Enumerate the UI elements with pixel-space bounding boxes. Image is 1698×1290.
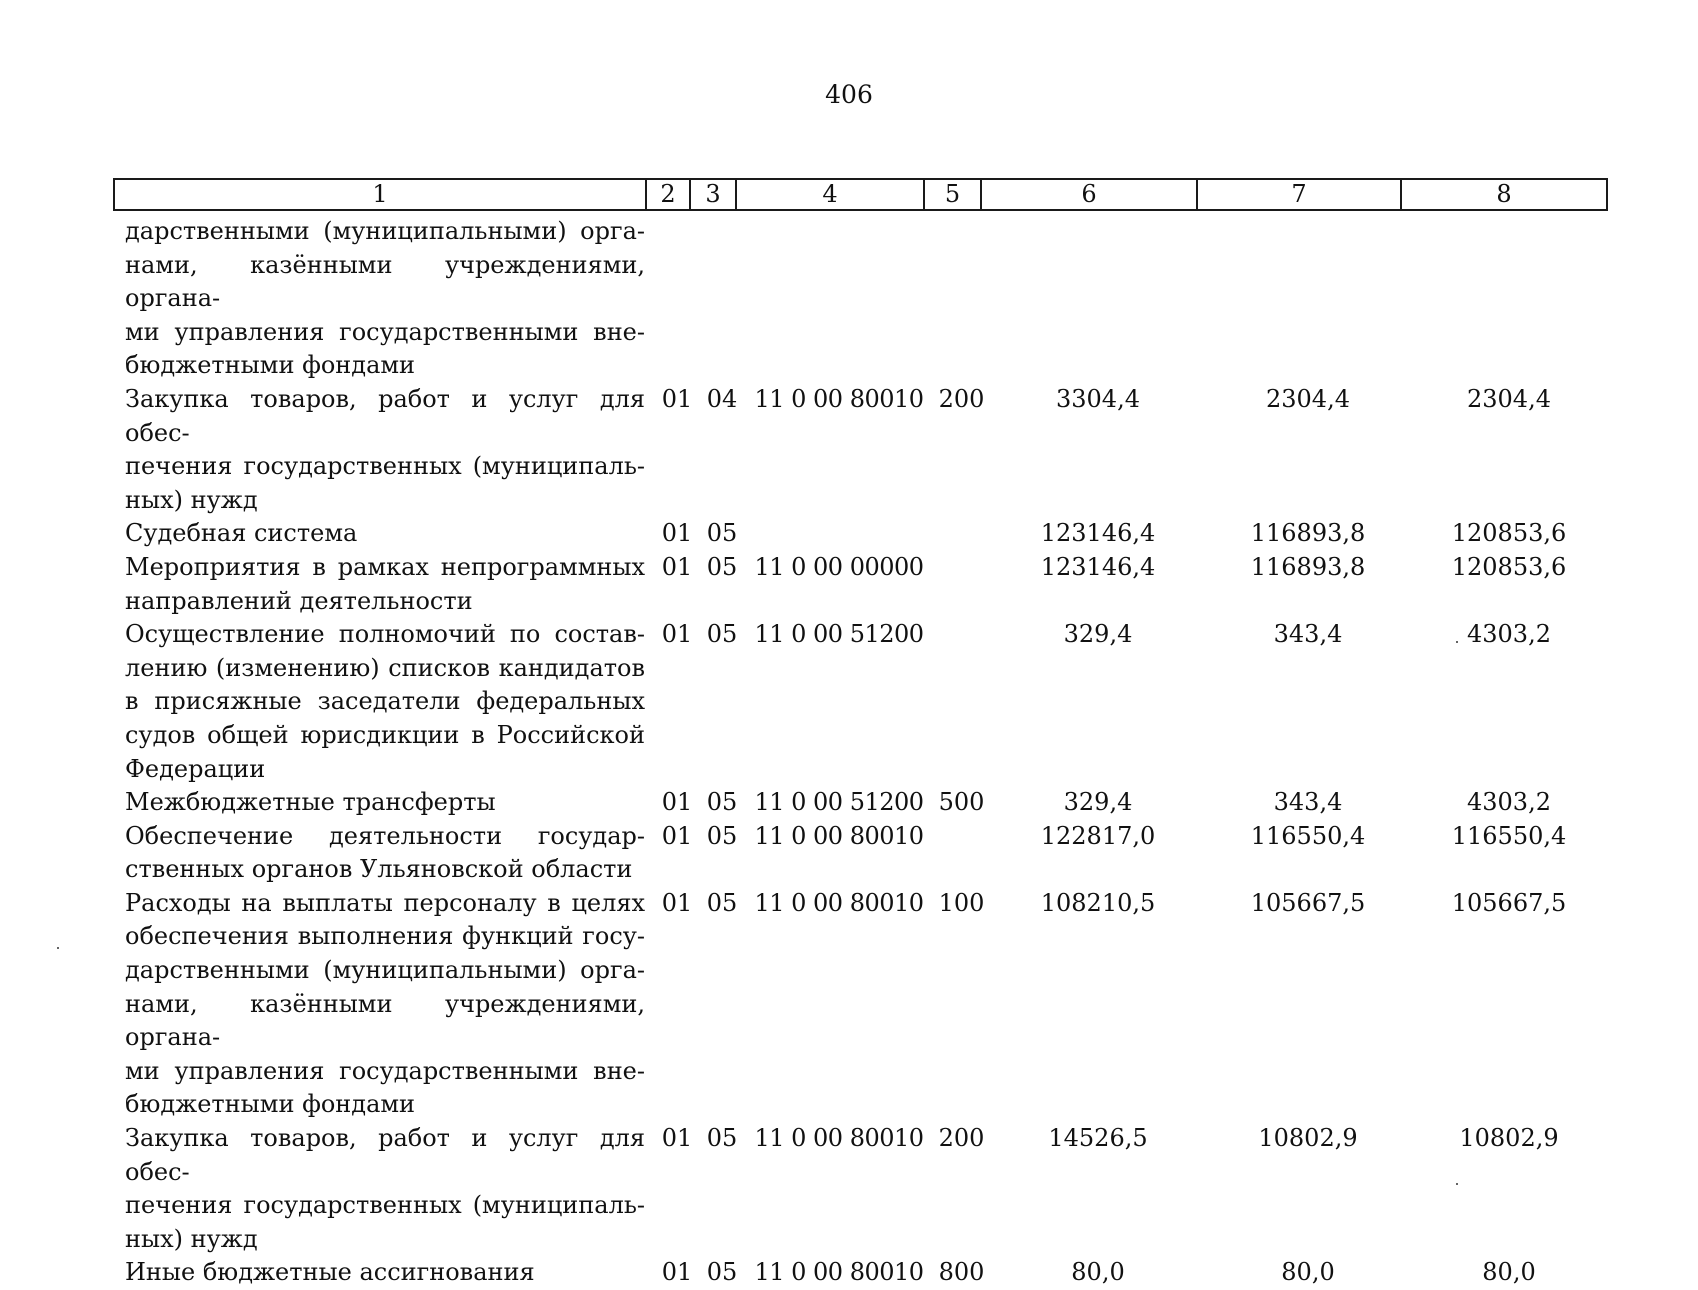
description-line: Осуществление полномочий по состав-	[125, 620, 645, 649]
row-description	[113, 1122, 655, 1256]
cell-col-2: 01	[661, 821, 693, 850]
description-line: ных) нужд	[125, 1224, 258, 1253]
cell-col-2: 01	[661, 384, 693, 413]
page-number: 406	[825, 80, 873, 109]
cell-col-6: 3304,4	[1056, 384, 1140, 413]
cell-col-3: 05	[706, 552, 738, 581]
row-description	[113, 215, 655, 383]
description-line: судов общей юрисдикции в Российской	[125, 720, 645, 749]
cell-col-7: 343,4	[1273, 788, 1343, 817]
header-col-2: 2	[647, 180, 691, 209]
table-row	[113, 786, 1608, 820]
header-col-3: 3	[691, 180, 737, 209]
cell-col-2: 01	[661, 1258, 693, 1287]
table-row	[113, 383, 1608, 517]
cell-col-3: 05	[706, 519, 738, 548]
description-line: дарственными (муниципальными) орга-	[125, 956, 645, 985]
description-line: нами, казёнными учреждениями, органа-	[125, 989, 645, 1052]
header-col-7: 7	[1198, 180, 1402, 209]
description-line: Расходы на выплаты персоналу в целях	[125, 888, 645, 917]
row-description	[113, 786, 655, 820]
cell-col-6: 329,4	[1063, 620, 1133, 649]
cell-col-3: 05	[706, 788, 738, 817]
cell-col-8: 2304,4	[1467, 384, 1551, 413]
description-line: в присяжные заседатели федеральных	[125, 687, 645, 716]
cell-col-2: 01	[661, 888, 693, 917]
cell-col-8: 116550,4	[1451, 821, 1567, 850]
description-line: Межбюджетные трансферты	[125, 788, 496, 817]
row-description	[113, 517, 655, 551]
cell-col-4: 11 0 00 80010	[754, 888, 924, 917]
description-line: Судебная система	[125, 519, 358, 548]
table-row	[113, 517, 1608, 551]
table-body	[113, 215, 1608, 1290]
scan-speck	[1456, 641, 1458, 643]
cell-col-3: 05	[706, 620, 738, 649]
cell-col-3: 05	[706, 821, 738, 850]
header-col-5: 5	[925, 180, 982, 209]
cell-col-5: 800	[938, 1258, 985, 1287]
description-line: Мероприятия в рамках непрограммных	[125, 552, 645, 581]
cell-col-7: 80,0	[1281, 1258, 1335, 1287]
cell-col-8: 105667,5	[1451, 888, 1567, 917]
description-line: дарственными (муниципальными) орга-	[125, 217, 645, 245]
description-line: ных) нужд	[125, 485, 258, 514]
cell-col-5: 200	[938, 1124, 985, 1153]
cell-col-8: 120853,6	[1451, 519, 1567, 548]
cell-col-2: 01	[661, 552, 693, 581]
row-description	[113, 887, 655, 1122]
cell-col-8: 10802,9	[1459, 1124, 1559, 1153]
cell-col-7: 116893,8	[1250, 552, 1366, 581]
cell-col-6: 108210,5	[1040, 888, 1156, 917]
cell-col-7: 343,4	[1273, 620, 1343, 649]
description-line: ми управления государственными вне-	[125, 317, 645, 346]
cell-col-2: 01	[661, 1124, 693, 1153]
cell-col-7: 116550,4	[1250, 821, 1366, 850]
description-line: ми управления государственными вне-	[125, 1056, 645, 1085]
cell-col-6: 329,4	[1063, 788, 1133, 817]
cell-col-7: 105667,5	[1250, 888, 1366, 917]
row-description	[113, 383, 655, 517]
cell-col-6: 122817,0	[1040, 821, 1156, 850]
cell-col-3: 05	[706, 1258, 738, 1287]
header-col-8: 8	[1496, 180, 1512, 208]
cell-col-6: 14526,5	[1048, 1124, 1148, 1153]
cell-col-6: 123146,4	[1040, 519, 1156, 548]
description-line: Обеспечение деятельности государ-	[125, 821, 645, 850]
table-row	[113, 887, 1608, 1122]
row-description	[113, 551, 655, 618]
table-row	[113, 215, 1608, 383]
row-description	[113, 618, 655, 786]
scan-speck	[1456, 1183, 1458, 1185]
cell-col-3: 05	[706, 888, 738, 917]
cell-col-7: 116893,8	[1250, 519, 1366, 548]
row-description	[113, 820, 655, 887]
cell-col-2: 01	[661, 620, 693, 649]
cell-col-8: 120853,6	[1451, 552, 1567, 581]
header-col-1: 1	[115, 180, 647, 209]
cell-col-5: 500	[938, 788, 985, 817]
cell-col-3: 05	[706, 1124, 738, 1153]
table-row	[113, 820, 1608, 887]
cell-col-4: 11 0 00 00000	[754, 552, 924, 581]
description-line: Федерации	[125, 754, 266, 783]
header-col-6: 6	[982, 180, 1198, 209]
table-row	[113, 618, 1608, 786]
cell-col-6: 80,0	[1071, 1258, 1125, 1287]
description-line: бюджетными фондами	[125, 351, 416, 380]
table-row	[113, 1122, 1608, 1256]
description-line: Закупка товаров, работ и услуг для обес-	[125, 384, 645, 447]
cell-col-8: 80,0	[1482, 1258, 1536, 1287]
cell-col-4: 11 0 00 80010	[754, 821, 924, 850]
description-line: печения государственных (муниципаль-	[125, 452, 645, 481]
description-line: Закупка товаров, работ и услуг для обес-	[125, 1124, 645, 1186]
cell-col-2: 01	[661, 519, 693, 548]
cell-col-8: 4303,2	[1467, 788, 1551, 817]
cell-col-5: 200	[938, 384, 985, 413]
description-line: ственных органов Ульяновской области	[125, 855, 633, 884]
cell-col-5: 100	[938, 888, 985, 917]
table-row	[113, 1256, 1608, 1290]
description-line: бюджетными фондами	[125, 1090, 416, 1119]
description-line: направлений деятельности	[125, 586, 473, 615]
table-row	[113, 551, 1608, 618]
table-header	[113, 178, 1608, 211]
cell-col-3: 04	[706, 384, 738, 413]
cell-col-7: 2304,4	[1266, 384, 1350, 413]
cell-col-4: 11 0 00 51200	[754, 788, 924, 817]
cell-col-2: 01	[661, 788, 693, 817]
cell-col-7: 10802,9	[1258, 1124, 1358, 1153]
header-col-4: 4	[737, 180, 925, 209]
cell-col-4: 11 0 00 80010	[754, 1124, 924, 1153]
cell-col-4: 11 0 00 80010	[754, 1258, 924, 1287]
cell-col-4: 11 0 00 80010	[754, 384, 924, 413]
description-line: обеспечения выполнения функций госу-	[125, 922, 645, 951]
description-line: нами, казёнными учреждениями, органа-	[125, 250, 645, 313]
scan-speck	[57, 947, 59, 949]
cell-col-6: 123146,4	[1040, 552, 1156, 581]
cell-col-4: 11 0 00 51200	[754, 620, 924, 649]
row-description	[113, 1256, 655, 1290]
description-line: лению (изменению) списков кандидатов	[125, 653, 645, 682]
description-line: печения государственных (муниципаль-	[125, 1191, 645, 1220]
description-line: Иные бюджетные ассигнования	[125, 1258, 535, 1287]
cell-col-8: 4303,2	[1467, 620, 1551, 649]
